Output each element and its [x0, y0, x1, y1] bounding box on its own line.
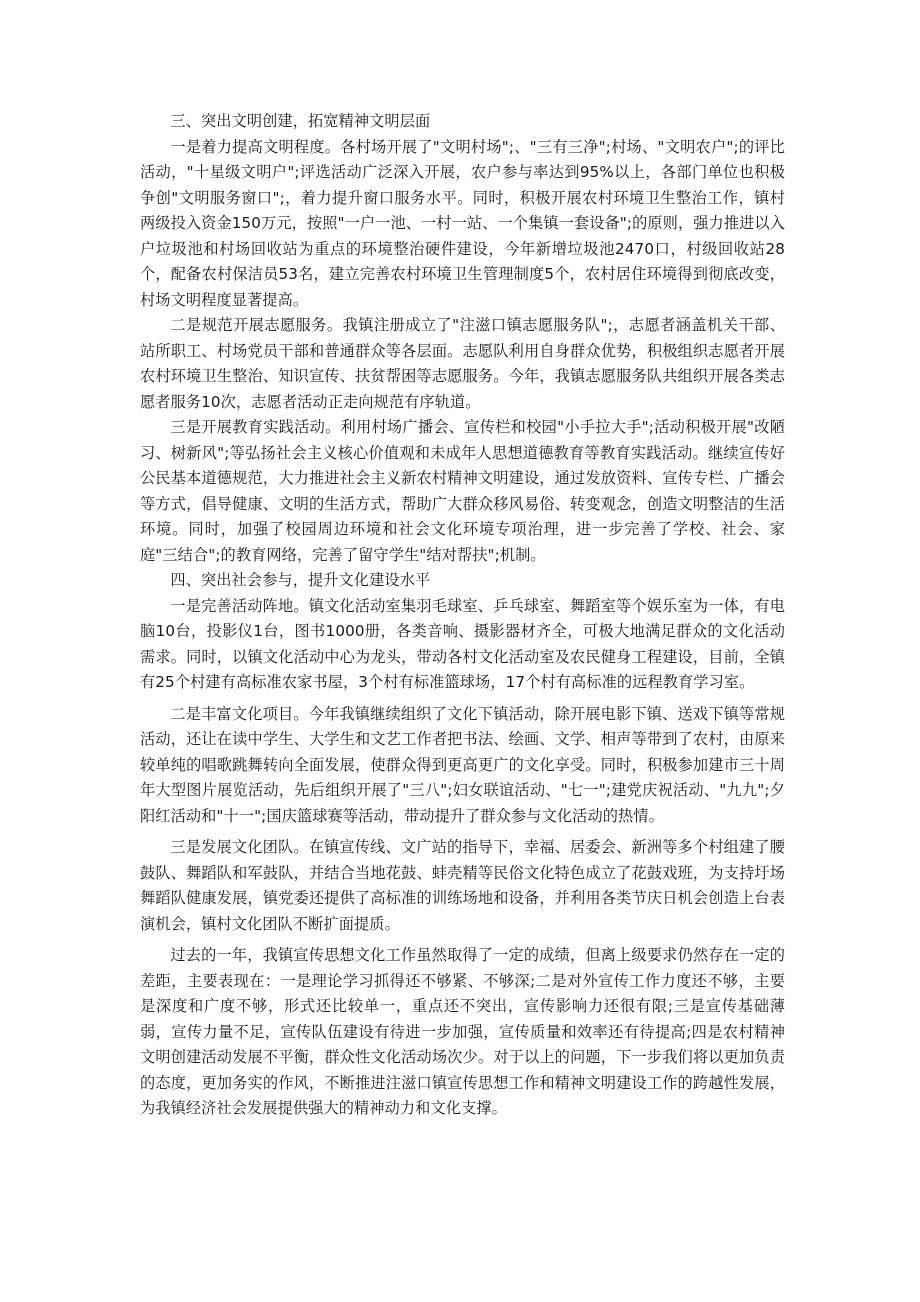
paragraph-volunteer-service: 二是规范开展志愿服务。我镇注册成立了"注滋口镇志愿服务队";，志愿者涵盖机关干部、站所职工、村场党员干部和普通群众等各层面。志愿队利用自身群众优势，积极组织志愿者开展农村环境卫生整治、知识宣传、扶贫帮困等志愿服务。今年，我镇志愿服务队共组织开展各类志愿者服务10次，志愿者活动正走向规范有序轨道。	[140, 316, 785, 411]
section-heading-3: 三、突出文明创建，拓宽精神文明层面	[170, 112, 431, 130]
section-heading-4: 四、突出社会参与，提升文化建设水平	[170, 571, 431, 589]
paragraph-cultural-projects: 二是丰富文化项目。今年我镇继续组织了文化下镇活动，除开展电影下镇、送戏下镇等常规活动，还让在读中学生、大学生和文艺工作者把书法、绘画、文学、相声等带到了农村，由原来较单纯的唱歌跳舞转向全面发展，使群众得到更高更广的文化享受。同时，积极参加建市三十周年大型图片展览活动，先后组织开展了"三八";妇女联谊活动、"七一";建党庆祝活动、"九九";夕阳红活动和"十一";国庆篮球赛等活动，带动提升了群众参与文化活动的热情。	[140, 704, 785, 825]
document-body	[140, 109, 785, 1122]
paragraph-cultural-teams: 三是发展文化团队。在镇宣传线、文广站的指导下，幸福、居委会、新洲等多个村组建了腰鼓队、舞蹈队和军鼓队，并结合当地花鼓、蚌壳精等民俗文化特色成立了花鼓戏班，为支持圩场舞蹈队健康发展，镇党委还提供了高标准的训练场地和设备，并利用各类节庆日机会创造上台表演机会，镇村文化团队不断扩面提质。	[140, 838, 785, 933]
paragraph-civilization-level: 一是着力提高文明程度。各村场开展了"文明村场";、"三有三净";村场、"文明农户";的评比活动，"十星级文明户";评选活动广泛深入开展，农户参与率达到95%以上，各部门单位也积极争创"文明服务窗口";，着力提升窗口服务水平。同时，积极开展农村环境卫生整治工作，镇村两级投入资金150万元，按照"一户一池、一村一站、一个集镇一套设备";的原则，强力推进以入户垃圾池和村场回收站为重点的环境整治硬件建设，今年新增垃圾池2470口，村级回收站28个，配备农村保洁员53名，建立完善农村环境卫生管理制度5个，农村居住环境得到彻底改变，村场文明程度显著提高。	[140, 137, 785, 309]
paragraph-education-practice: 三是开展教育实践活动。利用村场广播会、宣传栏和校园"小手拉大手";活动积极开展"改陋习、树新风";等弘扬社会主义核心价值观和未成年人思想道德教育等教育实践活动。继续宣传好公民基本道德规范，大力推进社会主义新农村精神文明建设，通过发放资料、宣传专栏、广播会等方式，倡导健康、文明的生活方式，帮助广大群众移风易俗、转变观念，创造文明整洁的生活环境。同时，加强了校园周边环境和社会文化环境专项治理，进一步完善了学校、社会、家庭"三结合";的教育网络，完善了留守学生"结对帮扶";机制。	[140, 418, 785, 564]
paragraph-summary: 过去的一年，我镇宣传思想文化工作虽然取得了一定的成绩，但离上级要求仍然存在一定的差距，主要表现在：一是理论学习抓得还不够紧、不够深;二是对外宣传工作力度还不够，主要是深度和广度不够，形式还比较单一，重点还不突出，宣传影响力还很有限;三是宣传基础薄弱，宣传力量不足，宣传队伍建设有待进一步加强，宣传质量和效率还有待提高;四是农村精神文明创建活动发展不平衡，群众性文化活动场次少。对于以上的问题，下一步我们将以更加负责的态度，更加务实的作风，不断推进注滋口镇宣传思想工作和精神文明建设工作的跨越性发展，为我镇经济社会发展提供强大的精神动力和文化支撑。	[140, 946, 785, 1117]
paragraph-activity-venues: 一是完善活动阵地。镇文化活动室集羽毛球室、乒乓球室、舞蹈室等个娱乐室为一体，有电脑10台，投影仪1台，图书1000册，各类音响、摄影器材齐全，可极大地满足群众的文化活动需求。同时，以镇文化活动中心为龙头，带动各村文化活动室及农民健身工程建设，目前，全镇有25个村建有高标准农家书屋，3个村有标准篮球场，17个村有高标准的远程教育学习室。	[140, 596, 785, 691]
